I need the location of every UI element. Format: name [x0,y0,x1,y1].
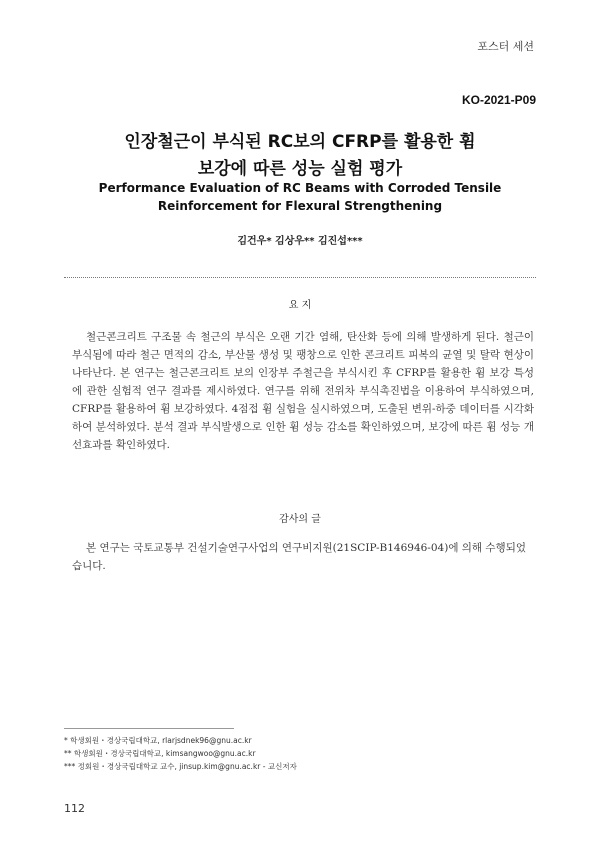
title-english-line-1: Performance Evaluation of RC Beams with Corroded Tensile [98,181,502,195]
title-korean-line-1: 인장철근이 부식된 RC보의 CFRP를 활용한 휨 [124,132,476,152]
footnote-author-1: * 학생회원・경상국립대학교, rlarjsdnek96@gnu.ac.kr [64,736,252,745]
footnote-author-3: *** 정회원・경상국립대학교 교수, jinsup.kim@gnu.ac.kr - 교신저자 [64,762,297,771]
session-label: 포스터 세션 [477,40,534,53]
acknowledgement-body: 본 연구는 국토교통부 건설기술연구사업의 연구비지원(21SCIP-B146946-04)에 의해 수행되었습니다. [72,542,526,572]
author-list: 김건우* 김상우** 김진섭*** [237,236,363,247]
abstract-heading: 요 지 [288,300,312,311]
title-english-line-2: Reinforcement for Flexural Strengthening [157,199,443,213]
page-number: 112 [64,802,85,815]
abstract-body: 철근콘크리트 구조물 속 철근의 부식은 오랜 기간 염해, 탄산화 등에 의해 발생하게 된다. 철근이 부식됨에 따라 철근 면적의 감소, 부산물 생성 및 팽창으로 인한 콘크리트 피복의 균열 및 탈락 현상이 나타난다. 본 연구는 철근콘크리트 보의 인장부 주철근을 부식시킨 후 CFRP를 활용한 휨 보강 특성에 관한 실험적 연구 결과를 제시하였다. 연구를 위해 전위차 부식촉진법을 이용하여 부식하였으며, CFRP를 활용하여 휨 보강하였다. 4점접 휨 실험을 실시하였으며, 도출된 변위-하중 데이터를 시각화 하여 분석하였다. 분석 결과 부식발생으로 인한 휨 성능 감소를 확인하였으며, 보강에 따른 휨 성능 개선효과를 확인하였다. [72,331,534,451]
footnote-rule [64,728,234,729]
acknowledgement-heading: 감사의 글 [279,514,321,525]
title-korean-line-2: 보강에 따른 성능 실험 평가 [197,159,403,179]
dotted-divider [64,277,536,278]
paper-code: KO-2021-P09 [461,93,536,107]
footnote-author-2: ** 학생회원・경상국립대학교, kimsangwoo@gnu.ac.kr [64,749,256,758]
footnotes [64,734,297,773]
